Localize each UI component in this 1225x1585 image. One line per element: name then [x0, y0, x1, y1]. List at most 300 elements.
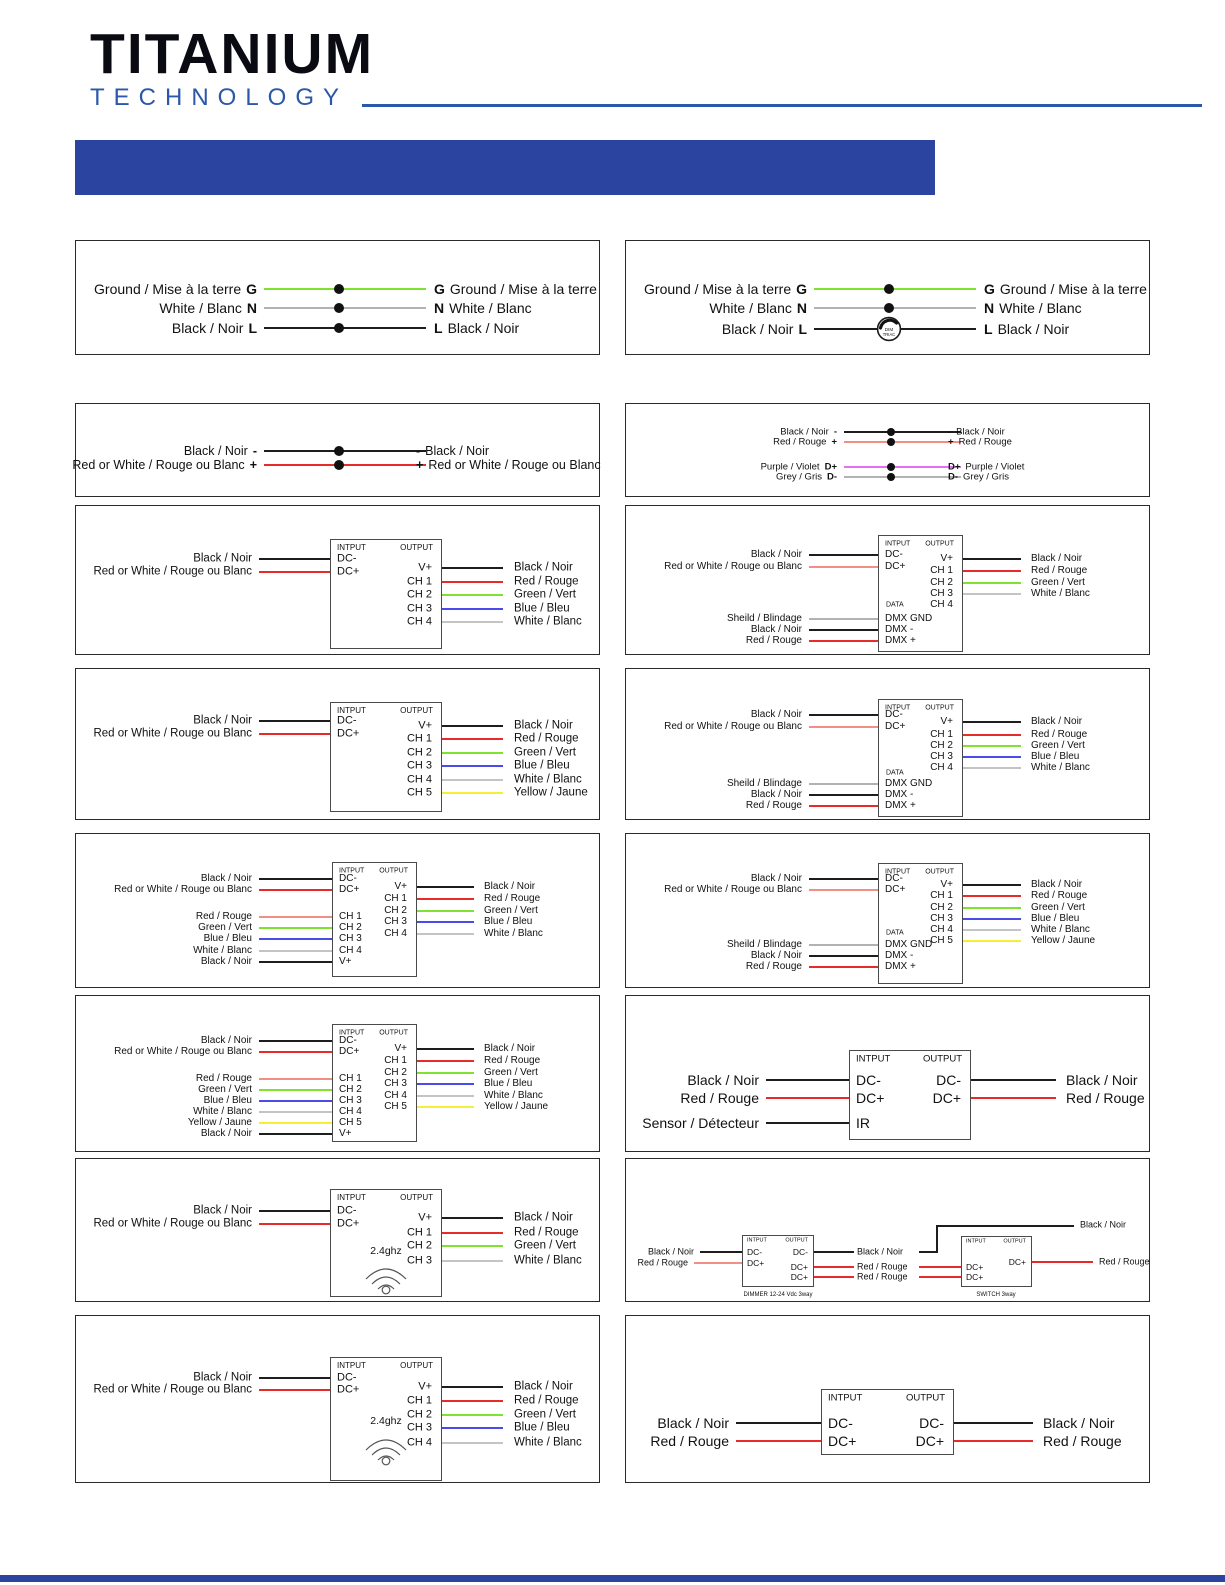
label-key: N [246, 300, 257, 316]
logo-title: TITANIUM [90, 22, 375, 86]
input-port: DC+ [339, 1046, 360, 1057]
input-header: INTPUT [747, 1237, 767, 1244]
output-port: CH 4 [406, 615, 432, 628]
input-port: IR [856, 1115, 870, 1131]
dimmer-caption: DIMMER 12-24 Vdc 3way [743, 1292, 813, 1298]
wire [936, 1225, 1074, 1227]
wire-left-label [722, 322, 807, 336]
input-header: INTPUT [339, 1029, 365, 1037]
output-port: CH 4 [406, 773, 432, 786]
input-port: CH 2 [339, 922, 362, 933]
label-text: Ground / Mise à la terre [449, 281, 597, 297]
wiring-panel [625, 1315, 1150, 1483]
wire [259, 950, 332, 952]
wire-left-label: Red / Rouge [195, 1073, 252, 1084]
wire [417, 933, 474, 935]
label-key: D+ [824, 461, 837, 473]
wiring-panel [625, 240, 1150, 355]
wire-right-label: White / Blanc [1031, 588, 1090, 599]
output-port: CH 1 [930, 565, 953, 576]
wiring-panel [75, 240, 600, 355]
input-port: CH 4 [339, 1106, 362, 1117]
label-key: D+ [948, 461, 961, 473]
wire [259, 1078, 332, 1080]
output-header: OUTPUT [925, 704, 954, 712]
output-port: V+ [940, 879, 953, 890]
wire-left-label: Black / Noir [687, 1072, 759, 1088]
wire-left-label: Red or White / Rouge ou Blanc [664, 561, 802, 572]
output-port: DC+ [915, 1433, 944, 1449]
connection-dot [887, 473, 895, 481]
input-port: DC- [337, 714, 357, 727]
label-key: - [833, 426, 837, 438]
output-header: OUTPUT [379, 867, 408, 875]
output-port: CH 4 [930, 924, 953, 935]
wire [963, 734, 1021, 736]
output-port: CH 2 [406, 1408, 432, 1421]
wire [442, 567, 503, 569]
input-header: INTPUT [966, 1238, 986, 1245]
wire-left-label: Green / Vert [198, 922, 252, 933]
input-port: DC- [337, 552, 357, 565]
wire [766, 1097, 849, 1099]
wire-right-label: Green / Vert [514, 1239, 577, 1252]
output-port: CH 1 [406, 1226, 432, 1239]
connection-dot [887, 438, 895, 446]
input-port: DC+ [885, 721, 906, 732]
output-port: CH 2 [406, 746, 432, 759]
output-port: CH 3 [406, 602, 432, 615]
output-port: DC+ [932, 1090, 961, 1106]
wire-right-label: Black / Noir [514, 719, 573, 732]
wire-right-label [416, 445, 489, 458]
input-header: INTPUT [856, 1053, 891, 1065]
data-port: DMX - [885, 789, 914, 800]
output-port: CH 3 [930, 588, 953, 599]
wiring-panel [625, 1158, 1150, 1302]
wire [442, 792, 503, 794]
wire-right-label: Black / Noir [514, 1211, 573, 1224]
wire-right-label: White / Blanc [1031, 924, 1090, 935]
input-port: DC+ [337, 1383, 360, 1396]
input-port: DC- [339, 1035, 357, 1046]
wire [259, 733, 330, 735]
label-text: Black / Noir [447, 320, 520, 336]
wire-right-label [416, 459, 601, 472]
output-port: V+ [940, 716, 953, 727]
wire [844, 431, 961, 433]
wire-left-label: Black / Noir [200, 873, 252, 884]
wire [809, 944, 878, 946]
wire-right-label [434, 321, 519, 335]
wire [442, 1260, 503, 1262]
label-text: Black / Noir [721, 321, 794, 337]
input-header: INTPUT [885, 540, 911, 548]
label-text: Black / Noir [956, 426, 1005, 438]
input-port: DC+ [856, 1090, 885, 1106]
wire [259, 938, 332, 940]
wire-left-label: Sheild / Blindage [726, 613, 802, 624]
input-port: DC+ [885, 561, 906, 572]
wire-right-label: Blue / Bleu [514, 1421, 570, 1434]
wire [442, 1427, 503, 1429]
wire [442, 581, 503, 583]
input-header: INTPUT [828, 1392, 863, 1404]
output-port: CH 4 [384, 928, 407, 939]
wire [963, 767, 1021, 769]
output-header: OUTPUT [1003, 1238, 1026, 1245]
wire-left-label: Red or White / Rouge ou Blanc [93, 727, 252, 740]
label-text: Black / Noir [425, 443, 490, 458]
wire [442, 1232, 503, 1234]
wire-left-label: Black / Noir [750, 709, 802, 720]
label-text: Black / Noir [171, 320, 244, 336]
input-port: DC+ [747, 1257, 765, 1268]
wire [417, 898, 474, 900]
wire-right-label: Red / Rouge [1043, 1433, 1122, 1449]
wire-right-label: Red / Rouge [514, 732, 579, 745]
wire [809, 566, 878, 568]
label-key: G [796, 281, 807, 297]
wire [259, 1133, 332, 1135]
wire-left-label [776, 472, 837, 482]
input-header: INTPUT [337, 706, 366, 715]
label-text: White / Blanc [449, 300, 532, 316]
wire [417, 921, 474, 923]
wire [259, 1377, 330, 1379]
output-port: CH 4 [930, 762, 953, 773]
wire-left-label: Red or White / Rouge ou Blanc [93, 565, 252, 578]
wire [417, 1083, 474, 1085]
wire-left-label: Yellow / Jaune [187, 1117, 252, 1128]
output-port: CH 4 [406, 1436, 432, 1449]
output-header: OUTPUT [400, 706, 433, 715]
wire [936, 1225, 938, 1253]
wire-right-label: Black / Noir [484, 1043, 536, 1054]
wire-left-label: Red / Rouge [745, 635, 802, 646]
wifi-icon [363, 1428, 409, 1466]
label-text: Ground / Mise à la terre [644, 281, 792, 297]
wire [417, 1072, 474, 1074]
output-port: DC- [936, 1072, 961, 1088]
wire-left-label: Red / Rouge [650, 1433, 729, 1449]
label-text: Black / Noir [780, 426, 829, 438]
wire [963, 918, 1021, 920]
wire-left-label [94, 282, 257, 296]
wire [963, 745, 1021, 747]
wire [809, 714, 878, 716]
label-text: Ground / Mise à la terre [94, 281, 242, 297]
wire-right-label: Black / Noir [1031, 716, 1083, 727]
label-key: L [434, 320, 443, 336]
data-port: DMX GND [885, 778, 933, 789]
wire [963, 582, 1021, 584]
logo-subtitle: TECHNOLOGY [90, 84, 349, 111]
label-text: White / Blanc [159, 300, 242, 316]
input-port: DC- [337, 1204, 357, 1217]
wire-right-label: Black / Noir [1031, 553, 1083, 564]
label-text: White / Blanc [709, 300, 792, 316]
wire [417, 1048, 474, 1050]
wire [963, 907, 1021, 909]
wire-left-label: Black / Noir [193, 1204, 252, 1217]
input-port: DC+ [885, 884, 906, 895]
connection-dot [334, 446, 344, 456]
label-text: Ground / Mise à la terre [999, 281, 1147, 297]
wire [963, 929, 1021, 931]
input-port: V+ [339, 956, 352, 967]
output-port: DC+ [790, 1271, 808, 1282]
label-key: - [948, 426, 952, 438]
wiring-panel [625, 668, 1150, 820]
wire-left-label: White / Blanc [193, 1106, 252, 1117]
wire [809, 726, 878, 728]
label-key: - [416, 443, 421, 458]
wiring-panel [72, 403, 601, 497]
output-port: V+ [394, 1043, 407, 1054]
input-port: DC- [747, 1246, 763, 1257]
wire-left-label: Black / Noir [193, 552, 252, 565]
wire [259, 1122, 332, 1124]
wire-right-label: Red / Rouge [1099, 1256, 1150, 1267]
output-port: DC- [919, 1415, 944, 1431]
wire [954, 1422, 1033, 1424]
wire [814, 307, 976, 309]
wire [417, 1060, 474, 1062]
output-port: V+ [940, 553, 953, 564]
input-header: INTPUT [885, 868, 911, 876]
label-text: Purple / Violet [965, 461, 1025, 473]
wiring-panel [75, 995, 600, 1152]
output-header: OUTPUT [922, 1053, 962, 1065]
wire-right-label: Black / Noir [1080, 1219, 1127, 1230]
wire [844, 476, 961, 478]
wire [442, 1400, 503, 1402]
wire-right-label: White / Blanc [484, 928, 543, 939]
wire [417, 886, 474, 888]
label-key: N [984, 300, 995, 316]
wire [700, 1251, 742, 1253]
label-key: N [434, 300, 445, 316]
wifi-label: 2.4ghz [370, 1244, 402, 1257]
wire-right-label: Green / Vert [514, 1408, 577, 1421]
wire-left-label: Red / Rouge [680, 1090, 759, 1106]
label-key: - [252, 443, 257, 458]
data-port: DMX - [885, 950, 914, 961]
wire [264, 464, 426, 466]
wire-left-label: White / Blanc [193, 945, 252, 956]
input-port: CH 4 [339, 945, 362, 956]
wiring-panel [625, 995, 1150, 1152]
output-port: CH 2 [384, 1067, 407, 1078]
wire-right-label: Blue / Bleu [484, 1078, 533, 1089]
wire [963, 884, 1021, 886]
wire-right-label: Red / Rouge [1031, 565, 1088, 576]
data-header: DATA [886, 769, 904, 777]
wire-right-label: White / Blanc [514, 773, 582, 786]
wire [814, 1251, 854, 1253]
output-port: CH 4 [930, 599, 953, 610]
output-port: CH 1 [406, 732, 432, 745]
wire-left-label: Black / Noir [193, 714, 252, 727]
output-header: OUTPUT [379, 1029, 408, 1037]
output-port: CH 4 [384, 1090, 407, 1101]
input-port: DC- [856, 1072, 881, 1088]
output-port: V+ [394, 881, 407, 892]
input-port: CH 2 [339, 1084, 362, 1095]
output-port: CH 1 [406, 575, 432, 588]
wire-left-label: Red / Rouge [195, 911, 252, 922]
wire-right-label [984, 322, 1069, 336]
wire [259, 720, 330, 722]
label-key: G [246, 281, 257, 297]
input-port: DC- [337, 1371, 357, 1384]
wire [766, 1122, 849, 1124]
wire-right-label: Blue / Bleu [514, 602, 570, 615]
wire-right-label: Yellow / Jaune [1031, 935, 1096, 946]
wire [442, 752, 503, 754]
wire-right-label: Black / Noir [514, 561, 573, 574]
label-key: L [248, 320, 257, 336]
output-header: OUTPUT [400, 1361, 433, 1370]
output-port: CH 2 [930, 740, 953, 751]
wire-right-label [434, 282, 597, 296]
wire-left-label: Black / Noir [750, 950, 802, 961]
wire-left-label: Black / Noir [647, 1246, 694, 1257]
wire [809, 955, 878, 957]
label-key: G [984, 281, 995, 297]
wire-right-label: Red / Rouge [1066, 1090, 1145, 1106]
connection-dot [884, 303, 894, 313]
wire [809, 640, 878, 642]
wire [844, 441, 961, 443]
wire-left-label: Black / Noir [750, 789, 802, 800]
data-port: DMX + [885, 800, 916, 811]
wire [442, 608, 503, 610]
data-port: DMX - [885, 624, 914, 635]
output-port: DC+ [1008, 1256, 1026, 1267]
wire [694, 1262, 742, 1264]
output-port: CH 3 [406, 1421, 432, 1434]
wire-left-label: Red or White / Rouge ou Blanc [664, 721, 802, 732]
wire [259, 1210, 330, 1212]
mid-label: Black / Noir [857, 1246, 904, 1257]
input-port: DC+ [339, 884, 360, 895]
wire-right-label: Red / Rouge [484, 893, 541, 904]
wire-left-label: Red / Rouge [745, 961, 802, 972]
mid-label: Red / Rouge [857, 1261, 908, 1272]
wire [1032, 1261, 1093, 1263]
wifi-icon [363, 1257, 409, 1295]
wire [264, 307, 426, 309]
output-port: V+ [418, 1211, 432, 1224]
wire-right-label: Green / Vert [484, 905, 538, 916]
wire [259, 1223, 330, 1225]
wiring-panel [625, 505, 1150, 655]
output-port: CH 3 [930, 751, 953, 762]
wire-left-label: Black / Noir [750, 624, 802, 635]
input-header: INTPUT [337, 1361, 366, 1370]
input-port: V+ [339, 1128, 352, 1139]
wire-left-label [773, 437, 837, 447]
output-port: CH 2 [406, 1239, 432, 1252]
wire [259, 1389, 330, 1391]
label-key: + [831, 436, 837, 448]
input-port: DC+ [337, 565, 360, 578]
label-key: L [798, 321, 807, 337]
data-port: DMX GND [885, 613, 933, 624]
wire [809, 805, 878, 807]
wire [963, 721, 1021, 723]
output-port: CH 1 [930, 729, 953, 740]
output-header: OUTPUT [905, 1392, 945, 1404]
input-port: DC+ [966, 1271, 984, 1282]
wire [809, 783, 878, 785]
wire-right-label: Red / Rouge [484, 1055, 541, 1066]
wire [442, 738, 503, 740]
wire [417, 910, 474, 912]
wire-right-label: Red / Rouge [514, 1226, 579, 1239]
label-text: Black / Noir [183, 443, 248, 458]
output-port: CH 1 [384, 893, 407, 904]
label-key: L [984, 321, 993, 337]
wire-right-label: Yellow / Jaune [484, 1101, 549, 1112]
wire-right-label: Red / Rouge [514, 575, 579, 588]
label-key: + [416, 457, 424, 472]
wire-right-label: Black / Noir [1031, 879, 1083, 890]
wire-right-label: White / Blanc [514, 1254, 582, 1267]
wire-left-label: Red or White / Rouge ou Blanc [664, 884, 802, 895]
label-text: Red or White / Rouge ou Blanc [428, 457, 601, 472]
wire-left-label: Sheild / Blindage [726, 778, 802, 789]
output-port: V+ [418, 561, 432, 574]
wire [963, 570, 1021, 572]
wire-left-label: Red or White / Rouge ou Blanc [93, 1217, 252, 1230]
wire [259, 927, 332, 929]
wire [814, 288, 976, 290]
wire-right-label: Black / Noir [484, 881, 536, 892]
connection-dot [334, 284, 344, 294]
input-header: INTPUT [337, 1193, 366, 1202]
wire [259, 1040, 332, 1042]
label-key: D- [948, 471, 959, 483]
wire [954, 1440, 1033, 1442]
wire-right-label: White / Blanc [484, 1090, 543, 1101]
wire [971, 1097, 1056, 1099]
input-port: DC+ [966, 1261, 984, 1272]
wire [442, 779, 503, 781]
triac-label: TRIAC [882, 332, 896, 337]
output-port: CH 5 [930, 935, 953, 946]
label-key: + [948, 436, 954, 448]
wire-right-label: Black / Noir [514, 1380, 573, 1393]
wire [963, 895, 1021, 897]
wire [442, 594, 503, 596]
input-port: CH 5 [339, 1117, 362, 1128]
wire-right-label [434, 301, 532, 315]
wire [809, 618, 878, 620]
wire [442, 765, 503, 767]
wire-right-label: Green / Vert [514, 746, 577, 759]
wire [963, 940, 1021, 942]
output-port: DC+ [790, 1261, 808, 1272]
input-port: DC- [885, 709, 903, 720]
wiring-panel [75, 1315, 600, 1483]
label-text: Red or White / Rouge ou Blanc [72, 457, 245, 472]
wire [264, 327, 426, 329]
connection-dot [334, 323, 344, 333]
input-port: DC- [885, 873, 903, 884]
